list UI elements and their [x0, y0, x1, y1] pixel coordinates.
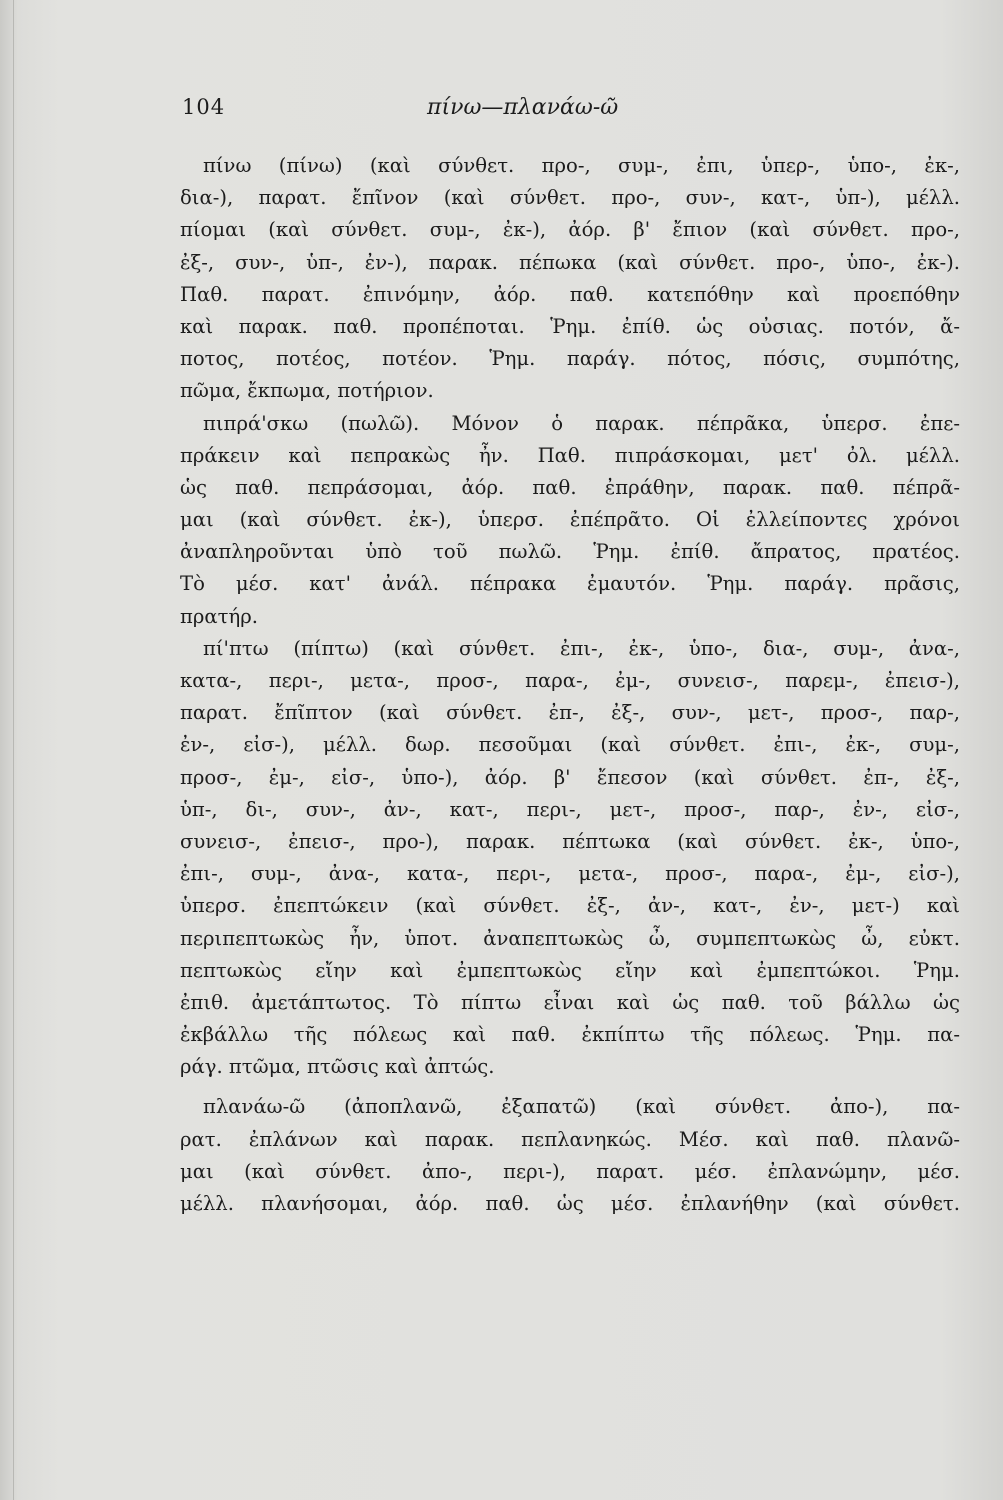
entry-line: ἐξ-, συν-, ὑπ-, ἐν-), παρακ. πέπωκα (καὶ σύνθετ. προ-, ὑπο-, ἐκ-). — [180, 250, 960, 274]
entry-pipraskw — [180, 408, 960, 633]
entry-line: Παθ. παρατ. ἐπινόμην, ἀόρ. παθ. κατεπόθην καὶ προεπόθην — [180, 282, 960, 306]
running-head: πίνω—πλανάω-ῶ — [427, 95, 619, 120]
entry-line: πλανάω-ῶ (ἀποπλανῶ, ἐξαπατῶ) (καὶ σύνθετ. ἀπο-), πα- — [203, 1095, 960, 1119]
entry-line: ἐν-, εἰσ-), μέλλ. δωρ. πεσοῦμαι (καὶ σύνθετ. ἐπι-, ἐκ-, συμ-, — [180, 733, 960, 757]
page-gutter — [13, 0, 14, 1500]
page-body — [180, 150, 960, 1220]
entry-planaw — [180, 1091, 960, 1220]
entry-line: ποτος, ποτέος, ποτέον. Ῥημ. παράγ. πότος, πόσις, συμπότης, — [180, 347, 960, 371]
entry-line: ἐκβάλλω τῆς πόλεως καὶ παθ. ἐκπίπτω τῆς πόλεως. Ῥημ. πα- — [180, 1023, 960, 1047]
entry-line: πίνω (πίνω) (καὶ σύνθετ. προ-, συμ-, ἐπι, ὑπερ-, ὑπο-, ἐκ-, — [203, 154, 960, 177]
entry-line: κατα-, περι-, μετα-, προσ-, παρα-, ἐμ-, συνεισ-, παρεμ-, ἐπεισ-), — [180, 669, 960, 692]
entry-line: ράγ. πτῶμα, πτῶσις καὶ ἀπτώς. — [180, 1055, 495, 1079]
entry-line: παρατ. ἔπῖπτον (καὶ σύνθετ. ἐπ-, ἐξ-, συν-, μετ-, προσ-, παρ-, — [180, 701, 960, 725]
entry-line: ὡς παθ. πεπράσομαι, ἀόρ. παθ. ἐπράθην, παρακ. παθ. πέπρᾶ- — [180, 475, 960, 499]
entry-line: περιπεπτωκὼς ἦν, ὑποτ. ἀναπεπτωκὼς ὦ, συμπεπτωκὼς ὦ, εὐκτ. — [180, 926, 960, 950]
entry-line: πρατήρ. — [180, 604, 258, 628]
entry-line: μαι (καὶ σύνθετ. ἀπο-, περι-), παρατ. μέσ. ἐπλανώμην, μέσ. — [180, 1159, 960, 1183]
entry-line: πιπρά'σκω (πωλῶ). Μόνον ὁ παρακ. πέπρᾶκα, ὑπερσ. ἐπε- — [203, 411, 960, 435]
entry-gap — [180, 1083, 960, 1091]
entry-line: πίομαι (καὶ σύνθετ. συμ-, ἐκ-), ἀόρ. β' ἔπιον (καὶ σύνθετ. προ-, — [180, 218, 960, 242]
entry-line: μαι (καὶ σύνθετ. ἐκ-), ὑπερσ. ἐπέπρᾶτο. Οἱ ἐλλείποντες χρόνοι — [180, 508, 960, 532]
entry-line: ἐπιθ. ἀμετάπτωτος. Τὸ πίπτω εἶναι καὶ ὡς παθ. τοῦ βάλλω ὡς — [180, 990, 960, 1014]
entry-line: πί'πτω (πίπτω) (καὶ σύνθετ. ἐπι-, ἐκ-, ὑπο-, δια-, συμ-, ἀνα-, — [203, 636, 960, 660]
entry-line: προσ-, ἐμ-, εἰσ-, ὑπο-), ἀόρ. β' ἔπεσον (καὶ σύνθετ. ἐπ-, ἐξ-, — [180, 765, 960, 789]
entry-line: καὶ παρακ. παθ. προπέποται. Ῥημ. ἐπίθ. ὡς οὐσιας. ποτόν, ἄ- — [180, 314, 960, 338]
entry-line: ὑπ-, δι-, συν-, ἀν-, κατ-, περι-, μετ-, προσ-, παρ-, ἐν-, εἰσ-, — [180, 797, 960, 821]
entry-pino — [180, 150, 960, 408]
page-header — [182, 95, 962, 131]
entry-line: ὑπερσ. ἐπεπτώκειν (καὶ σύνθετ. ἐξ-, ἀν-, κατ-, ἐν-, μετ-) καὶ — [180, 894, 960, 918]
entry-line: πράκειν καὶ πεπρακὼς ἦν. Παθ. πιπράσκομαι, μετ' ὀλ. μέλλ. — [180, 443, 960, 467]
entry-line: πῶμα, ἔκπωμα, ποτήριον. — [180, 379, 434, 403]
entry-line: πεπτωκὼς εἴην καὶ ἐμπεπτωκὼς εἴην καὶ ἐμπεπτώκοι. Ῥημ. — [180, 958, 960, 982]
entry-line: ρατ. ἐπλάνων καὶ παρακ. πεπλανηκώς. Μέσ. καὶ παθ. πλανῶ- — [180, 1127, 960, 1151]
entry-line: ἐπι-, συμ-, ἀνα-, κατα-, περι-, μετα-, προσ-, παρα-, ἐμ-, εἰσ-), — [180, 862, 960, 886]
entry-line: δια-), παρατ. ἔπῖνον (καὶ σύνθετ. προ-, συν-, κατ-, ὑπ-), μέλλ. — [180, 186, 960, 210]
entry-piptw — [180, 633, 960, 1084]
entry-line: Τὸ μέσ. κατ' ἀνάλ. πέπρακα ἐμαυτόν. Ῥημ. παράγ. πρᾶσις, — [180, 572, 960, 596]
entry-line: μέλλ. πλανήσομαι, ἀόρ. παθ. ὡς μέσ. ἐπλανήθην (καὶ σύνθετ. — [180, 1192, 960, 1215]
page-number: 104 — [182, 95, 226, 119]
entry-line: ἀναπληροῦνται ὑπὸ τοῦ πωλῶ. Ῥημ. ἐπίθ. ἄπρατος, πρατέος. — [180, 540, 960, 564]
entry-line: συνεισ-, ἐπεισ-, προ-), παρακ. πέπτωκα (καὶ σύνθετ. ἐκ-, ὑπο-, — [180, 829, 960, 853]
